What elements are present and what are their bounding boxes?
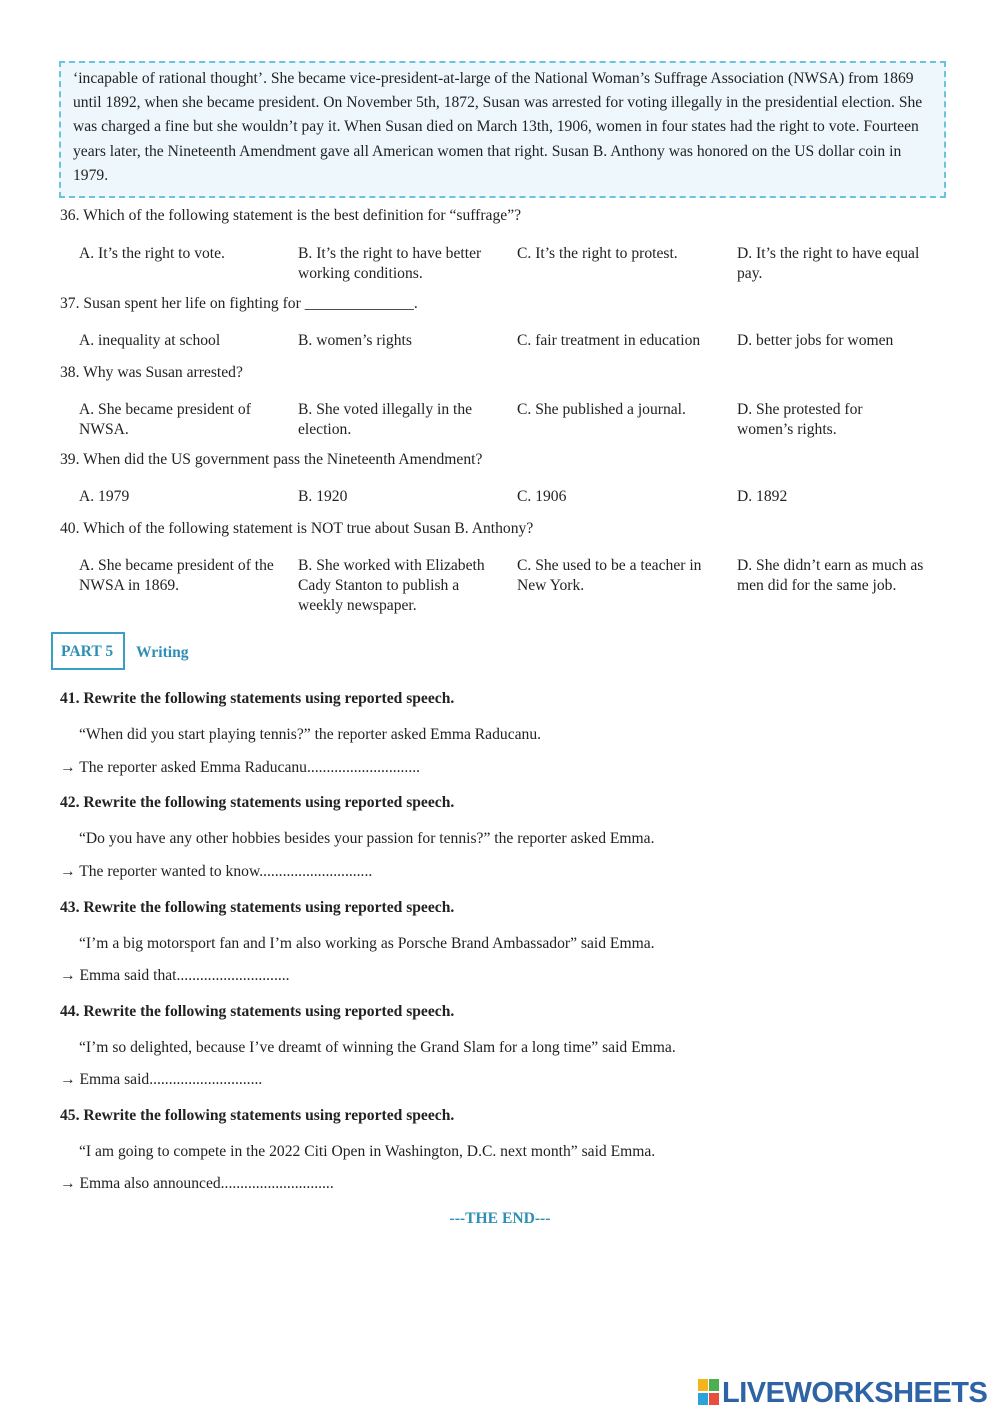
question-40-stem: 40. Which of the following statement is NOT true about Susan B. Anthony?: [60, 520, 534, 537]
liveworksheets-logo-icon: [698, 1379, 722, 1407]
q37-option-c[interactable]: C. fair treatment in education: [517, 332, 701, 349]
writing-43-heading: 43. Rewrite the following statements using reported speech.: [60, 899, 455, 916]
q39-option-c[interactable]: C. 1906: [517, 488, 567, 505]
writing-45-answer-line[interactable]: → Emma also announced.............................: [60, 1175, 334, 1192]
q40-option-a[interactable]: A. She became president of the NWSA in 1869.: [79, 557, 274, 594]
writing-41-answer-line[interactable]: → The reporter asked Emma Raducanu.............................: [60, 759, 421, 776]
writing-44-quote: “I’m so delighted, because I’ve dreamt of winning the Grand Slam for a long time” said Emma.: [79, 1039, 676, 1056]
writing-41-quote: “When did you start playing tennis?” the reporter asked Emma Raducanu.: [79, 726, 542, 743]
q39-option-b[interactable]: B. 1920: [298, 488, 348, 505]
question-39-options: [79, 487, 959, 547]
writing-41-heading: 41. Rewrite the following statements using reported speech.: [60, 690, 455, 707]
q38-option-d[interactable]: D. She protested for women’s rights.: [737, 401, 863, 438]
q40-option-c[interactable]: C. She used to be a teacher in New York.: [517, 557, 702, 594]
q40-option-d[interactable]: D. She didn’t earn as much as men did for the same job.: [737, 557, 924, 594]
q36-option-b[interactable]: B. It’s the right to have better working conditions.: [298, 245, 482, 282]
question-39-stem: 39. When did the US government pass the Nineteenth Amendment?: [60, 451, 483, 468]
liveworksheets-wordmark: LIVEWORKSHEETS: [722, 1377, 988, 1409]
q37-option-d[interactable]: D. better jobs for women: [737, 332, 894, 349]
q39-option-a[interactable]: A. 1979: [79, 488, 130, 505]
q38-option-b[interactable]: B. She voted illegally in the election.: [298, 401, 473, 438]
part-title: Writing: [136, 644, 189, 661]
writing-45-quote: “I am going to compete in the 2022 Citi Open in Washington, D.C. next month” said Emma.: [79, 1143, 656, 1160]
q36-option-c[interactable]: C. It’s the right to protest.: [517, 245, 678, 262]
writing-44-answer-line[interactable]: → Emma said.............................: [60, 1071, 263, 1088]
question-37-stem: 37. Susan spent her life on fighting for ______________.: [60, 295, 418, 312]
writing-43-quote: “I’m a big motorsport fan and I’m also working as Porsche Brand Ambassador” said Emma.: [79, 935, 655, 952]
part-label: PART 5: [51, 632, 125, 670]
q36-option-d[interactable]: D. It’s the right to have equal pay.: [737, 245, 920, 282]
question-38-stem: 38. Why was Susan arrested?: [60, 364, 243, 381]
question-37-options: [79, 331, 959, 391]
q40-option-b[interactable]: B. She worked with Elizabeth Cady Stanton to publish a weekly newspaper.: [298, 557, 485, 614]
q37-option-a[interactable]: A. inequality at school: [79, 332, 221, 349]
q37-option-b[interactable]: B. women’s rights: [298, 332, 412, 349]
liveworksheets-brand[interactable]: [698, 1376, 998, 1410]
q38-option-a[interactable]: A. She became president of NWSA.: [79, 401, 251, 438]
writing-44-heading: 44. Rewrite the following statements using reported speech.: [60, 1003, 455, 1020]
writing-43-answer-line[interactable]: → Emma said that.............................: [60, 967, 290, 984]
writing-42-heading: 42. Rewrite the following statements using reported speech.: [60, 794, 455, 811]
q39-option-d[interactable]: D. 1892: [737, 488, 788, 505]
q38-option-c[interactable]: C. She published a journal.: [517, 401, 686, 418]
question-36-stem: 36. Which of the following statement is the best definition for “suffrage”?: [60, 207, 522, 224]
the-end-marker: ---THE END---: [449, 1210, 551, 1227]
q36-option-a[interactable]: A. It’s the right to vote.: [79, 245, 225, 262]
question-40-options: [79, 556, 959, 616]
writing-42-answer-line[interactable]: → The reporter wanted to know.............................: [60, 863, 373, 880]
writing-45-heading: 45. Rewrite the following statements using reported speech.: [60, 1107, 455, 1124]
reading-passage: ‘incapable of rational thought’. She became vice-president-at-large of the National Woman’s Suffrage Association (NWSA) from 1869 until 1892, when she became president. On November 5th, 1872, Susan was arrested for voting illegally in the presidential election. She was charged a fine but she wouldn’t pay it. When Susan died on March 13th, 1906, women in four states had the right to vote. Fourteen years later, the Nineteenth Amendment gave all American women that right. Susan B. Anthony was honored on the US dollar coin in 1979.: [59, 61, 946, 198]
writing-42-quote: “Do you have any other hobbies besides your passion for tennis?” the reporter asked Emma.: [79, 830, 655, 847]
